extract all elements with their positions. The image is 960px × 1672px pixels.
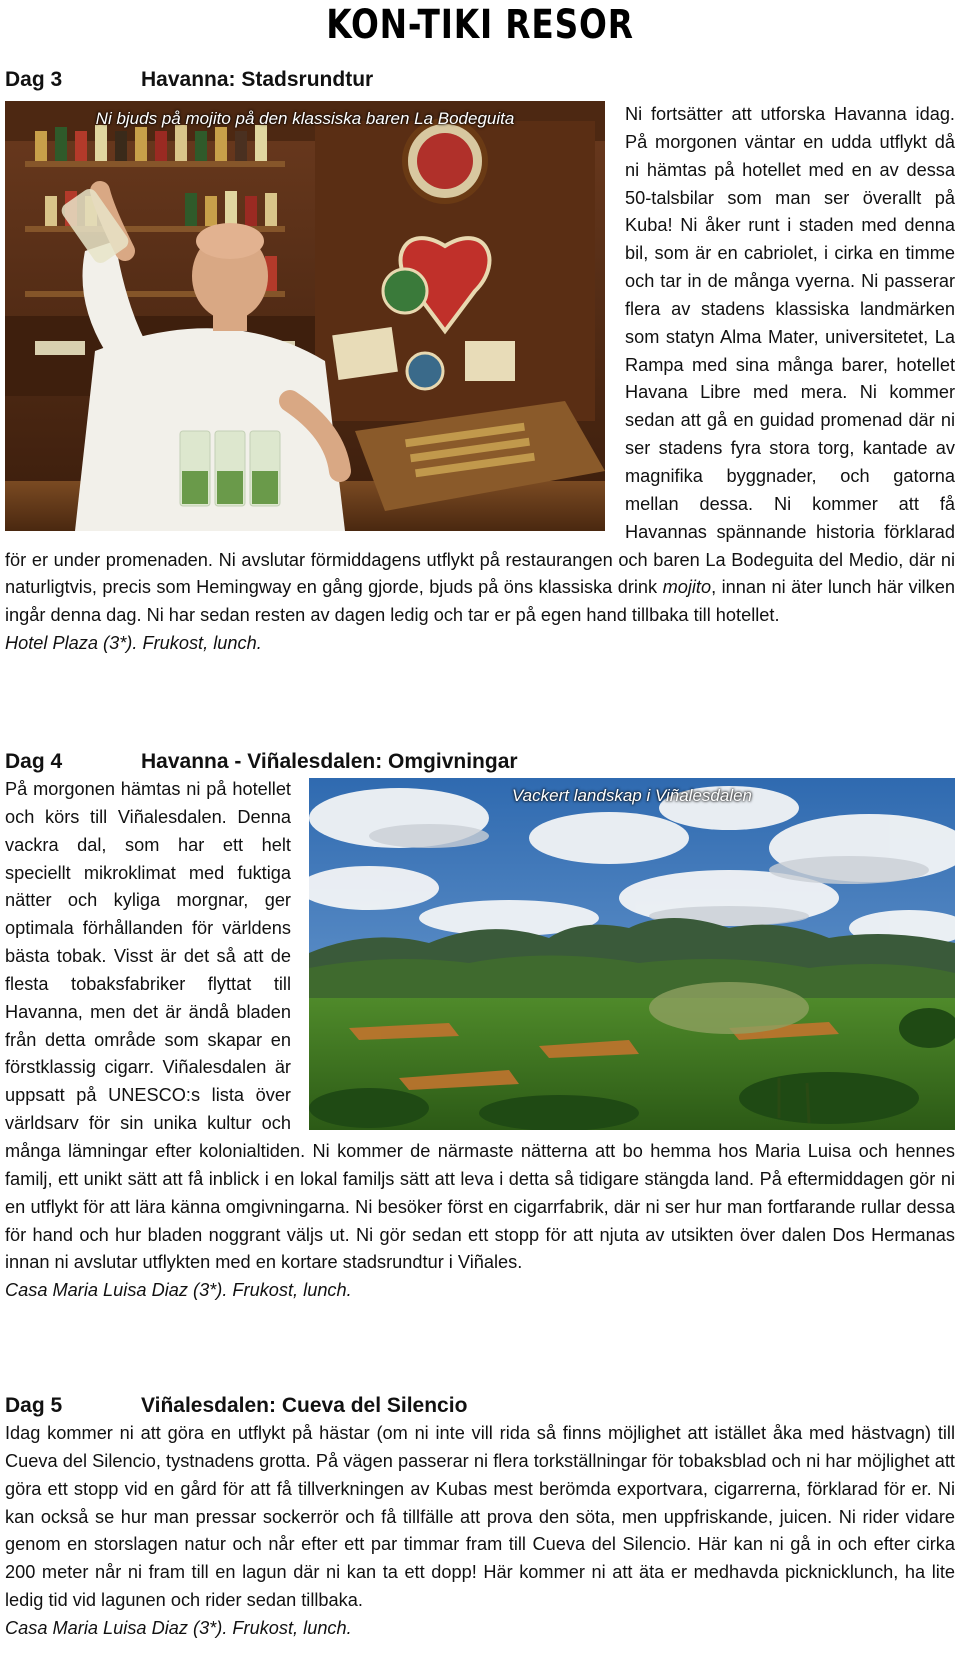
day4-heading [5, 748, 955, 776]
day3-label: Dag 3 [5, 68, 63, 91]
day5-title: Viñalesdalen: Cueva del Silencio [141, 1394, 468, 1417]
vinales-valley-photo [309, 778, 955, 1130]
day4-section [5, 748, 955, 1305]
day4-description: På morgonen hämtas ni på hotellet och körs till Viñalesdalen. Denna vackra dal, som har ett helt speciellt mikroklimat med fuktiga nätter och kyliga morgnar, ger optimala förhållanden för världens bästa tobak. Visst är det så att de flesta tobaksfabriker flyttat till Havanna, men det är ändå bladen från detta område som skapar en förstklassig cigarr. Viñalesdalen är uppsatt på UNESCO:s lista över världsarv för sin unika kultur och många lämningar efter kolonialtiden. Ni kommer de närmaste nätterna att bo hemma hos Maria Luisa och hennes familj, ett unikt sätt att få inblick i en lokal familjs sätt att leva i detta så tidigare stängda land. På eftermiddagen gör ni en utflykt för att lära känna omgivningarna. Ni besöker först en cigarrfabrik, där ni ser hur man fortfarande rullar dessa för hand och hur bladen noggrant väljs ut. Ni gör sedan ett stopp för att njuta av utsikten över dalen Dos Hermanas innan ni avslutar utflykten med en kortare stadsrundtur i Viñales. [5, 779, 955, 1273]
bartender-illustration [5, 101, 605, 531]
valley-photo-caption: Vackert landskap i Viñalesdalen [511, 786, 753, 805]
day3-text-part2: , innan ni äter lunch här vilken ingår denna dag. Ni har sedan resten av dagen ledig och tar er på egen hand tillbaka till hotellet. [5, 577, 955, 626]
bar-bodeguita-photo [5, 101, 605, 531]
day4-title: Havanna - Viñalesdalen: Omgivningar [141, 750, 518, 773]
day5-section [5, 1392, 955, 1643]
day3-heading [5, 66, 955, 94]
day3-section [5, 66, 955, 658]
day4-accommodation: Casa Maria Luisa Diaz (3*). Frukost, lunch. [5, 1280, 352, 1301]
valley-landscape-illustration [309, 778, 955, 1130]
day5-label: Dag 5 [5, 1394, 63, 1417]
day5-accommodation: Casa Maria Luisa Diaz (3*). Frukost, lunch. [5, 1617, 352, 1638]
day3-drink-name: mojito [662, 577, 712, 598]
day4-label: Dag 4 [5, 750, 63, 773]
day3-text-part1: Ni fortsätter att utforska Havanna idag. På morgonen väntar en udda utflykt då ni hämtas på hotellet med en av dessa 50-talsbilar som man ser överallt på Kuba! Ni åker runt i staden med denna bil, som är en cabriolet, i cirka en timme och tar in de många vyerna. Ni passerar flera av stadens klassiska landmärken som statyn Alma Mater, universitetet, La Rampa med sina många barer, hotellet Havana Libre med mera. Ni kommer sedan att gå en guidad promenad där ni ser stadens fyra stora torg, kantade av magnifika byggnader, och gatorna mellan dessa. Ni kommer att få Havannas spännande historia förklarad för er under promenaden. Ni avslutar förmiddagens utflykt på restaurangen och baren La Bodeguita del Medio, där ni naturligtvis, precis som Hemingway en gång gjorde, bjuds på öns klassiska drink [5, 104, 955, 598]
day3-accommodation: Hotel Plaza (3*). Frukost, lunch. [5, 633, 262, 654]
day5-heading [5, 1392, 955, 1420]
brand-logo: KON-TIKI RESOR [326, 2, 634, 48]
bar-photo-caption: Ni bjuds på mojito på den klassiska baren La Bodeguita [95, 109, 515, 128]
day5-description: Idag kommer ni att göra en utflykt på hästar (om ni inte vill rida så finns möjlighet att istället åka med hästvagn) till Cueva del Silencio, tystnadens grotta. På vägen passerar ni flera torkställningar för tobaksblad och ni har möjlighet att göra ett stopp vid en gård för att få tillverkningen av Kubas mest berömda exportvara, cigarrerna, förklarad för er. Ni kan också se hur man pressar sockerrör och få tillfälle att prova den söta, men uppfriskande, juicen. Ni rider vidare genom en storslagen natur och når efter ett par timmar fram till Cueva del Silencio. Här kan ni gå in och efter cirka 200 meter når ni fram till en lagun där ni kan ta ett dopp! Här kommer ni att äta er medhavda picknicklunch, ha lite ledig tid vid lagunen och rider sedan tillbaka. [5, 1423, 955, 1611]
day3-title: Havanna: Stadsrundtur [141, 68, 374, 91]
